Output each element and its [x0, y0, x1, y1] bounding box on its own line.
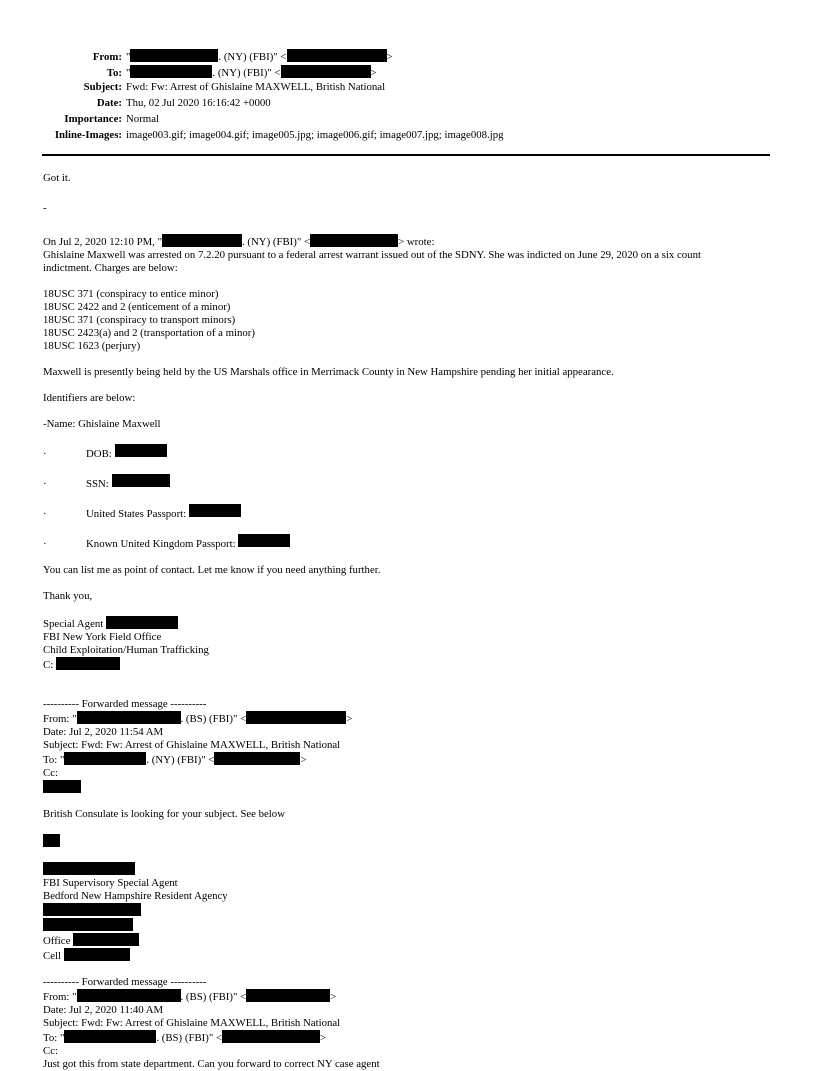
redacted-line — [43, 903, 783, 918]
charge-item: 18USC 1623 (perjury) — [43, 340, 141, 352]
inline-images-label: Inline-Images: — [54, 129, 122, 141]
closing: Thank you, — [43, 590, 93, 602]
header-date-row — [0, 97, 504, 113]
signature-office: FBI New York Field Office — [43, 631, 162, 643]
redaction-box — [281, 65, 371, 78]
arrest-paragraph-line1: Ghislaine Maxwell was arrested on 7.2.20 pursuant to a federal arrest warrant issued out of the SDNY. She was indicted on June 29, 2020 on a six count — [43, 249, 701, 261]
redaction-box — [43, 780, 81, 793]
arrest-paragraph-line2: indictment. Charges are below: — [43, 262, 178, 274]
forward-from: From: " . (BS) (FBI)" < > — [43, 991, 337, 1003]
quote-attribution: On Jul 2, 2020 12:10 PM, " . (NY) (FBI)" < > wrote: — [43, 236, 435, 248]
redaction-box — [310, 234, 398, 247]
redaction-box — [43, 903, 141, 916]
bullet-icon: · — [43, 478, 47, 490]
date-value: Thu, 02 Jul 2020 16:16:42 +0000 — [126, 97, 271, 109]
identifier-us-passport: · United States Passport: — [43, 504, 783, 521]
bullet-icon: · — [43, 538, 47, 550]
redaction-box — [115, 444, 167, 457]
forward-subject: Subject: Fwd: Fw: Arrest of Ghislaine MAXWELL, British National — [43, 1017, 341, 1029]
redaction-box — [73, 933, 139, 946]
redaction-box — [238, 534, 290, 547]
forward-date: Date: Jul 2, 2020 11:40 AM — [43, 1004, 164, 1016]
from-label: From: — [92, 51, 122, 63]
redaction-box — [189, 504, 241, 517]
ssa-office-phone: Office — [43, 933, 783, 948]
custody-paragraph: Maxwell is presently being held by the US Marshals office in Merrimack County in New Hampshire pending her initial appearance. — [43, 366, 614, 378]
forward-date: Date: Jul 2, 2020 11:54 AM — [43, 726, 164, 738]
redaction-box — [214, 752, 300, 765]
consulate-note: British Consulate is looking for your subject. See below — [43, 808, 286, 820]
charge-item: 18USC 371 (conspiracy to transport minors) — [43, 314, 236, 326]
ssa-agency: Bedford New Hampshire Resident Agency — [43, 890, 228, 902]
subject-value: Fwd: Fw: Arrest of Ghislaine MAXWELL, British National — [126, 81, 386, 93]
inline-images-value: image003.gif; image004.gif; image005.jpg; image006.gif; image007.jpg; image008.jpg — [126, 129, 504, 141]
identifier-name: -Name: Ghislaine Maxwell — [43, 418, 161, 430]
header-to-row — [0, 65, 504, 81]
ssa-title: FBI Supervisory Special Agent — [43, 877, 178, 889]
identifier-dob: · DOB: — [43, 444, 783, 461]
redaction-box — [43, 862, 135, 875]
redaction-box — [77, 711, 181, 724]
redaction-box — [222, 1030, 320, 1043]
date-label: Date: — [96, 97, 122, 109]
forward-subject: Subject: Fwd: Fw: Arrest of Ghislaine MAXWELL, British National — [43, 739, 341, 751]
importance-value: Normal — [126, 113, 159, 125]
redaction-box — [43, 834, 60, 847]
dash-separator: - — [43, 202, 47, 214]
header-subject-row — [0, 81, 504, 97]
signature-cell: C: — [43, 657, 783, 672]
identifier-ssn: · SSN: — [43, 474, 783, 491]
to-value: " . (NY) (FBI)" < > — [126, 67, 377, 79]
charge-item: 18USC 2422 and 2 (enticement of a minor) — [43, 301, 231, 313]
importance-label: Importance: — [64, 113, 122, 125]
forward-from: From: " . (BS) (FBI)" < > — [43, 713, 353, 725]
redaction-box — [64, 752, 146, 765]
redacted-name — [43, 862, 783, 877]
contact-paragraph: You can list me as point of contact. Let me know if you need anything further. — [43, 564, 381, 576]
charge-item: 18USC 371 (conspiracy to entice minor) — [43, 288, 219, 300]
forward-cc: Cc: — [43, 1045, 58, 1057]
redaction-box — [43, 918, 133, 931]
forward-cc: Cc: — [43, 767, 58, 779]
redaction-box — [246, 711, 346, 724]
header-from-row — [0, 49, 504, 65]
forward-separator: ---------- Forwarded message ---------- — [43, 698, 207, 710]
identifiers-heading: Identifiers are below: — [43, 392, 136, 404]
forward-separator: ---------- Forwarded message ---------- — [43, 976, 207, 988]
header-divider — [42, 154, 770, 156]
redaction-box — [130, 49, 218, 62]
redaction-box — [77, 989, 181, 1002]
bullet-icon: · — [43, 448, 47, 460]
redaction-box — [287, 49, 387, 62]
redaction-box — [64, 1030, 156, 1043]
final-message: Just got this from state department. Can you forward to correct NY case agent — [43, 1058, 380, 1070]
identifier-uk-passport: · Known United Kingdom Passport: — [43, 534, 783, 551]
bullet-icon: · — [43, 508, 47, 520]
redacted-line — [43, 918, 783, 933]
forward-cc-redacted — [43, 780, 783, 795]
charge-item: 18USC 2423(a) and 2 (transportation of a minor) — [43, 327, 255, 339]
ssa-cell-phone: Cell — [43, 948, 783, 963]
redaction-box — [112, 474, 170, 487]
redaction-box — [246, 989, 330, 1002]
to-label: To: — [106, 67, 122, 79]
redaction-box — [162, 234, 242, 247]
header-importance-row — [0, 113, 504, 129]
forward-to: To: " . (BS) (FBI)" < > — [43, 1032, 327, 1044]
from-value: " . (NY) (FBI)" < > — [126, 51, 393, 63]
email-header — [0, 49, 504, 145]
email-body — [43, 172, 783, 1071]
reply-text: Got it. — [43, 172, 71, 184]
redaction-box — [106, 616, 178, 629]
header-inline-images-row — [0, 129, 504, 145]
redaction-box — [64, 948, 130, 961]
forward-to: To: " . (NY) (FBI)" < > — [43, 754, 307, 766]
redaction-box — [130, 65, 212, 78]
subject-label: Subject: — [83, 81, 122, 93]
signature-agent: Special Agent — [43, 616, 783, 631]
redaction-box — [56, 657, 120, 670]
signature-unit: Child Exploitation/Human Trafficking — [43, 644, 209, 656]
redacted-line — [43, 834, 783, 849]
